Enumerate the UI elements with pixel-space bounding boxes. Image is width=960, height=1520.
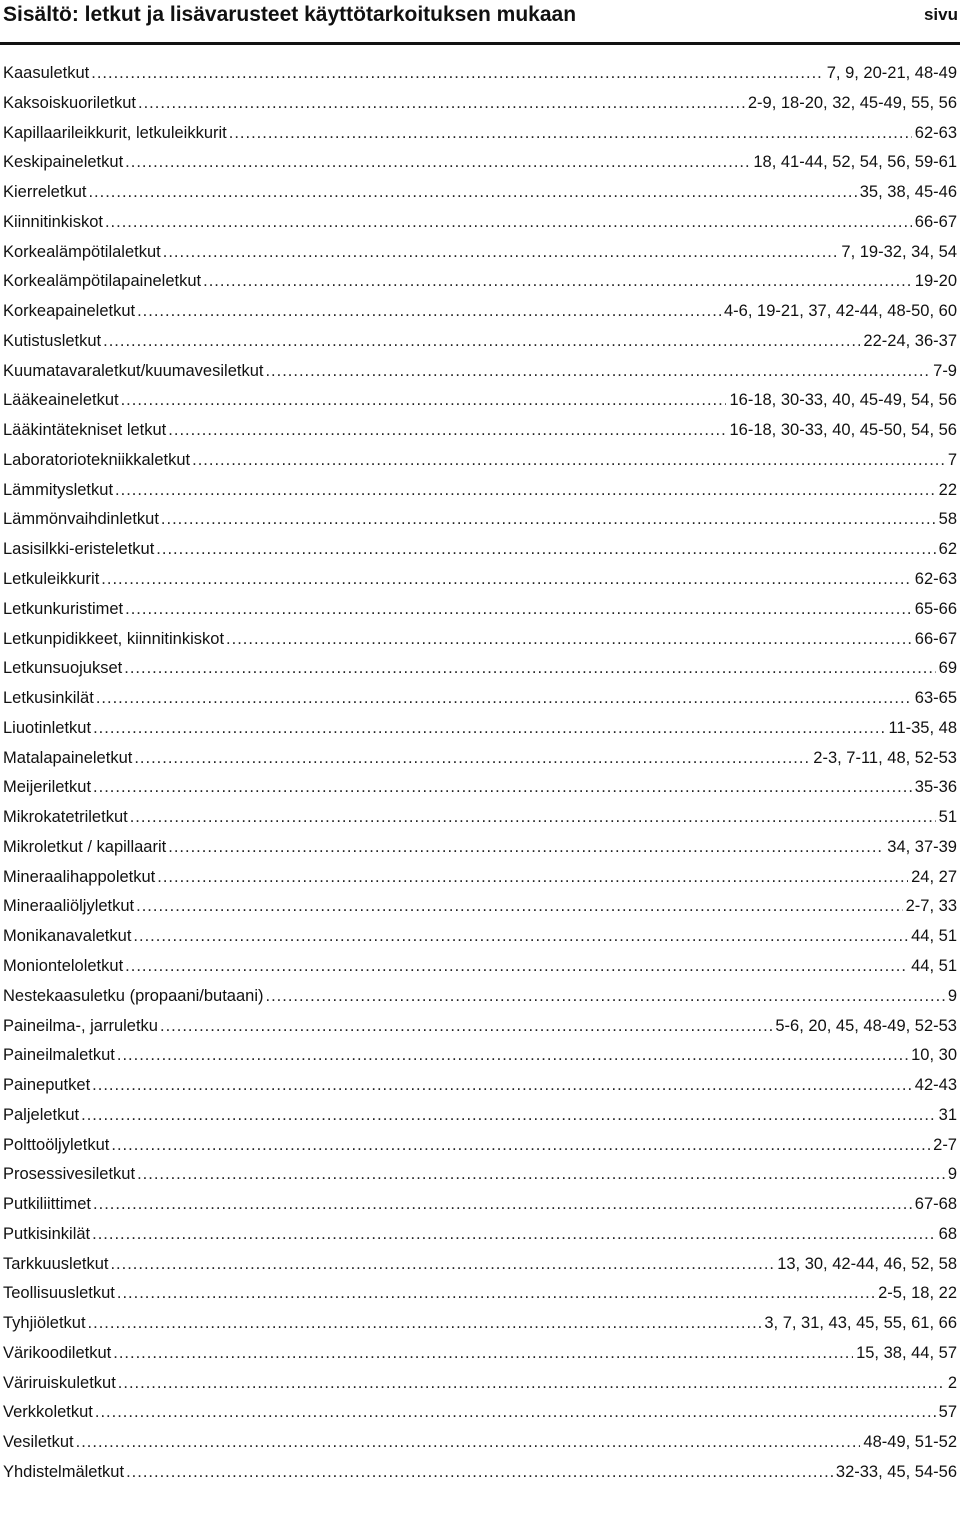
dot-leader — [103, 327, 860, 357]
entry-pages: 2-7, 33 — [905, 897, 957, 916]
dot-leader — [138, 89, 745, 119]
entry-pages: 7, 19-32, 34, 54 — [841, 242, 957, 261]
entry-name: Letkusinkilät — [3, 689, 94, 708]
dot-leader — [266, 982, 945, 1012]
entry-name: Tyhjiöletkut — [3, 1314, 86, 1333]
header-rule — [0, 42, 960, 45]
toc-entry — [3, 208, 957, 238]
entry-name: Mineraalihappoletkut — [3, 867, 156, 886]
entry-pages: 2-5, 18, 22 — [878, 1284, 957, 1303]
entry-pages: 19-20 — [914, 272, 957, 291]
entry-pages: 4-6, 19-21, 37, 42-44, 48-50, 60 — [724, 302, 957, 321]
entry-name: Vesiletkut — [3, 1433, 74, 1452]
entry-pages: 35, 38, 45-46 — [859, 183, 957, 202]
entry-pages: 22-24, 36-37 — [863, 331, 957, 350]
entry-pages: 7, 9, 20-21, 48-49 — [826, 64, 957, 82]
entry-pages: 2-3, 7-11, 48, 52-53 — [813, 748, 957, 767]
entry-pages: 3, 7, 31, 43, 45, 55, 61, 66 — [764, 1314, 957, 1333]
toc-entry — [3, 416, 957, 446]
dot-leader — [111, 1131, 930, 1161]
entry-pages: 63-65 — [914, 689, 957, 708]
dot-leader — [101, 565, 912, 595]
toc-entry — [3, 595, 957, 625]
toc-entry — [3, 654, 957, 684]
dot-leader — [136, 892, 902, 922]
dot-leader — [76, 1428, 861, 1458]
toc-entry — [3, 1160, 957, 1190]
entry-pages: 69 — [938, 659, 957, 678]
entry-name: Putkiliittimet — [3, 1195, 92, 1214]
entry-name: Polttoöljyletkut — [3, 1135, 110, 1154]
dot-leader — [157, 863, 908, 893]
dot-leader — [168, 416, 726, 446]
dot-leader — [125, 148, 750, 178]
dot-leader — [134, 744, 810, 774]
toc-entry — [3, 1220, 957, 1250]
dot-leader — [92, 1220, 936, 1250]
toc-entry — [3, 952, 957, 982]
entry-name: Letkunkuristimet — [3, 599, 124, 618]
toc-entry — [3, 773, 957, 803]
dot-leader — [265, 357, 930, 387]
entry-name: Värikoodiletkut — [3, 1343, 112, 1362]
entry-pages: 58 — [938, 510, 957, 529]
entry-name: Paineilmaletkut — [3, 1046, 115, 1065]
entry-pages: 68 — [938, 1224, 957, 1243]
dot-leader — [124, 654, 935, 684]
entry-name: Putkisinkilät — [3, 1224, 91, 1243]
entry-name: Korkealämpötilapaineletkut — [3, 272, 202, 291]
toc-entry — [3, 833, 957, 863]
entry-pages: 57 — [938, 1403, 957, 1422]
entry-name: Prosessivesiletkut — [3, 1165, 136, 1184]
entry-pages: 13, 30, 42-44, 46, 52, 58 — [777, 1254, 957, 1273]
entry-name: Paljeletkut — [3, 1105, 80, 1124]
toc-entry — [3, 1279, 957, 1309]
dot-leader — [121, 386, 727, 416]
entry-name: Letkunpidikkeet, kiinnitinkiskot — [3, 629, 225, 648]
entry-name: Korkeapaineletkut — [3, 302, 136, 321]
dot-leader — [161, 505, 936, 535]
entry-pages: 7-9 — [933, 361, 957, 380]
toc-entry — [3, 863, 957, 893]
dot-leader — [126, 1458, 833, 1488]
entry-pages: 22 — [938, 480, 957, 499]
page-title: Sisältö: letkut ja lisävarusteet käyttötarkoituksen mukaan — [3, 3, 577, 26]
dot-leader — [163, 238, 839, 268]
toc-entry — [3, 803, 957, 833]
dot-leader — [203, 267, 912, 297]
entry-pages: 9 — [947, 1165, 957, 1184]
toc-entry — [3, 386, 957, 416]
entry-name: Nestekaasuletku (propaani/butaani) — [3, 986, 264, 1005]
entry-pages: 7 — [947, 450, 957, 469]
entry-name: Matalapaineletkut — [3, 748, 133, 767]
entry-pages: 42-43 — [914, 1076, 957, 1095]
entry-pages: 62-63 — [914, 123, 957, 142]
toc-entry — [3, 267, 957, 297]
entry-pages: 31 — [938, 1105, 957, 1124]
entry-name: Mikroletkut / kapillaarit — [3, 837, 167, 856]
entry-name: Lämmitysletkut — [3, 480, 114, 499]
entry-pages: 11-35, 48 — [888, 718, 957, 737]
table-of-contents — [3, 59, 957, 1488]
dot-leader — [96, 684, 912, 714]
entry-pages: 62-63 — [914, 570, 957, 589]
toc-entry — [3, 1071, 957, 1101]
entry-name: Mikrokatetriletkut — [3, 808, 128, 827]
dot-leader — [229, 119, 912, 149]
toc-entry — [3, 684, 957, 714]
dot-leader — [133, 922, 908, 952]
entry-name: Lasisilkki-eristeletkut — [3, 540, 155, 559]
toc-entry — [3, 476, 957, 506]
dot-leader — [93, 1190, 912, 1220]
toc-entry — [3, 1041, 957, 1071]
entry-pages: 48-49, 51-52 — [863, 1433, 957, 1452]
entry-name: Lääkintätekniset letkut — [3, 421, 167, 440]
toc-entry — [3, 714, 957, 744]
dot-leader — [137, 297, 721, 327]
toc-entry — [3, 1131, 957, 1161]
toc-entry — [3, 1190, 957, 1220]
entry-name: Mineraaliöljyletkut — [3, 897, 135, 916]
dot-leader — [125, 952, 908, 982]
toc-entry — [3, 59, 957, 89]
entry-pages: 2-7 — [933, 1135, 957, 1154]
entry-pages: 44, 51 — [911, 956, 957, 975]
dot-leader — [93, 773, 912, 803]
dot-leader — [105, 208, 912, 238]
entry-pages: 66-67 — [914, 629, 957, 648]
toc-entry — [3, 1012, 957, 1042]
entry-name: Keskipaineletkut — [3, 153, 124, 172]
entry-name: Paineputket — [3, 1076, 91, 1095]
entry-name: Korkealämpötilaletkut — [3, 242, 161, 261]
toc-entry — [3, 238, 957, 268]
entry-name: Kaasuletkut — [3, 64, 90, 82]
entry-name: Lämmönvaihdinletkut — [3, 510, 159, 529]
dot-leader — [115, 476, 936, 506]
dot-leader — [137, 1160, 945, 1190]
toc-entry — [3, 922, 957, 952]
toc-entry — [3, 1339, 957, 1369]
entry-pages: 10, 30 — [911, 1046, 957, 1065]
toc-entry — [3, 505, 957, 535]
dot-leader — [226, 625, 912, 655]
dot-leader — [88, 178, 856, 208]
entry-pages: 9 — [947, 986, 957, 1005]
page-column-label: sivu — [923, 5, 958, 24]
entry-pages: 15, 38, 44, 57 — [856, 1343, 957, 1362]
dot-leader — [93, 714, 885, 744]
toc-entry — [3, 535, 957, 565]
entry-name: Letkuleikkurit — [3, 570, 100, 589]
entry-name: Kutistusletkut — [3, 331, 102, 350]
toc-entry — [3, 89, 957, 119]
toc-entry — [3, 297, 957, 327]
entry-pages: 51 — [938, 808, 957, 827]
entry-name: Kaksoiskuoriletkut — [3, 93, 136, 112]
entry-name: Kierreletkut — [3, 183, 87, 202]
entry-name: Verkkoletkut — [3, 1403, 93, 1422]
entry-pages: 24, 27 — [911, 867, 957, 886]
toc-entry — [3, 1101, 957, 1131]
entry-name: Monionteloletkut — [3, 956, 124, 975]
entry-name: Lääkeaineletkut — [3, 391, 119, 410]
dot-leader — [156, 535, 935, 565]
toc-entry — [3, 565, 957, 595]
toc-entry — [3, 446, 957, 476]
entry-pages: 34, 37-39 — [887, 837, 957, 856]
toc-entry — [3, 1369, 957, 1399]
entry-pages: 18, 41-44, 52, 54, 56, 59-61 — [753, 153, 957, 172]
entry-pages: 2 — [947, 1373, 957, 1392]
toc-entry — [3, 1458, 957, 1488]
entry-pages: 2-9, 18-20, 32, 45-49, 55, 56 — [747, 93, 957, 112]
entry-name: Väriruiskuletkut — [3, 1373, 116, 1392]
toc-entry — [3, 178, 957, 208]
dot-leader — [192, 446, 945, 476]
dot-leader — [118, 1369, 945, 1399]
toc-entry — [3, 327, 957, 357]
dot-leader — [130, 803, 936, 833]
toc-entry — [3, 148, 957, 178]
toc-entry — [3, 1309, 957, 1339]
entry-name: Letkunsuojukset — [3, 659, 123, 678]
entry-name: Yhdistelmäletkut — [3, 1462, 125, 1481]
dot-leader — [117, 1041, 908, 1071]
entry-name: Monikanavaletkut — [3, 927, 132, 946]
entry-pages: 5-6, 20, 45, 48-49, 52-53 — [775, 1016, 957, 1035]
toc-entry — [3, 625, 957, 655]
dot-leader — [117, 1279, 875, 1309]
entry-pages: 65-66 — [914, 599, 957, 618]
entry-pages: 44, 51 — [911, 927, 957, 946]
toc-entry — [3, 982, 957, 1012]
toc-entry — [3, 744, 957, 774]
entry-name: Teollisuusletkut — [3, 1284, 115, 1303]
entry-pages: 32-33, 45, 54-56 — [835, 1462, 957, 1481]
dot-leader — [81, 1101, 936, 1131]
entry-name: Liuotinletkut — [3, 718, 92, 737]
entry-pages: 62 — [938, 540, 957, 559]
entry-name: Kapillaarileikkurit, letkuleikkurit — [3, 123, 227, 142]
entry-pages: 66-67 — [914, 212, 957, 231]
entry-pages: 35-36 — [914, 778, 957, 797]
entry-name: Kiinnitinkiskot — [3, 212, 103, 231]
entry-name: Laboratoriotekniikkaletkut — [3, 450, 191, 469]
dot-leader — [113, 1339, 853, 1369]
entry-pages: 16-18, 30-33, 40, 45-49, 54, 56 — [729, 391, 957, 410]
entry-pages: 67-68 — [914, 1195, 957, 1214]
toc-entry — [3, 357, 957, 387]
toc-entry — [3, 1428, 957, 1458]
toc-entry — [3, 892, 957, 922]
dot-leader — [110, 1250, 774, 1280]
toc-entry — [3, 1250, 957, 1280]
entry-name: Meijeriletkut — [3, 778, 92, 797]
dot-leader — [88, 1309, 762, 1339]
dot-leader — [91, 59, 824, 89]
dot-leader — [95, 1398, 936, 1428]
entry-pages: 16-18, 30-33, 40, 45-50, 54, 56 — [729, 421, 957, 440]
dot-leader — [92, 1071, 912, 1101]
page-header — [3, 0, 960, 30]
toc-entry — [3, 119, 957, 149]
dot-leader — [125, 595, 912, 625]
entry-name: Tarkkuusletkut — [3, 1254, 109, 1273]
entry-name: Kuumatavaraletkut/kuumavesiletkut — [3, 361, 264, 380]
toc-entry — [3, 1398, 957, 1428]
dot-leader — [168, 833, 884, 863]
dot-leader — [160, 1012, 772, 1042]
entry-name: Paineilma-, jarruletku — [3, 1016, 158, 1035]
